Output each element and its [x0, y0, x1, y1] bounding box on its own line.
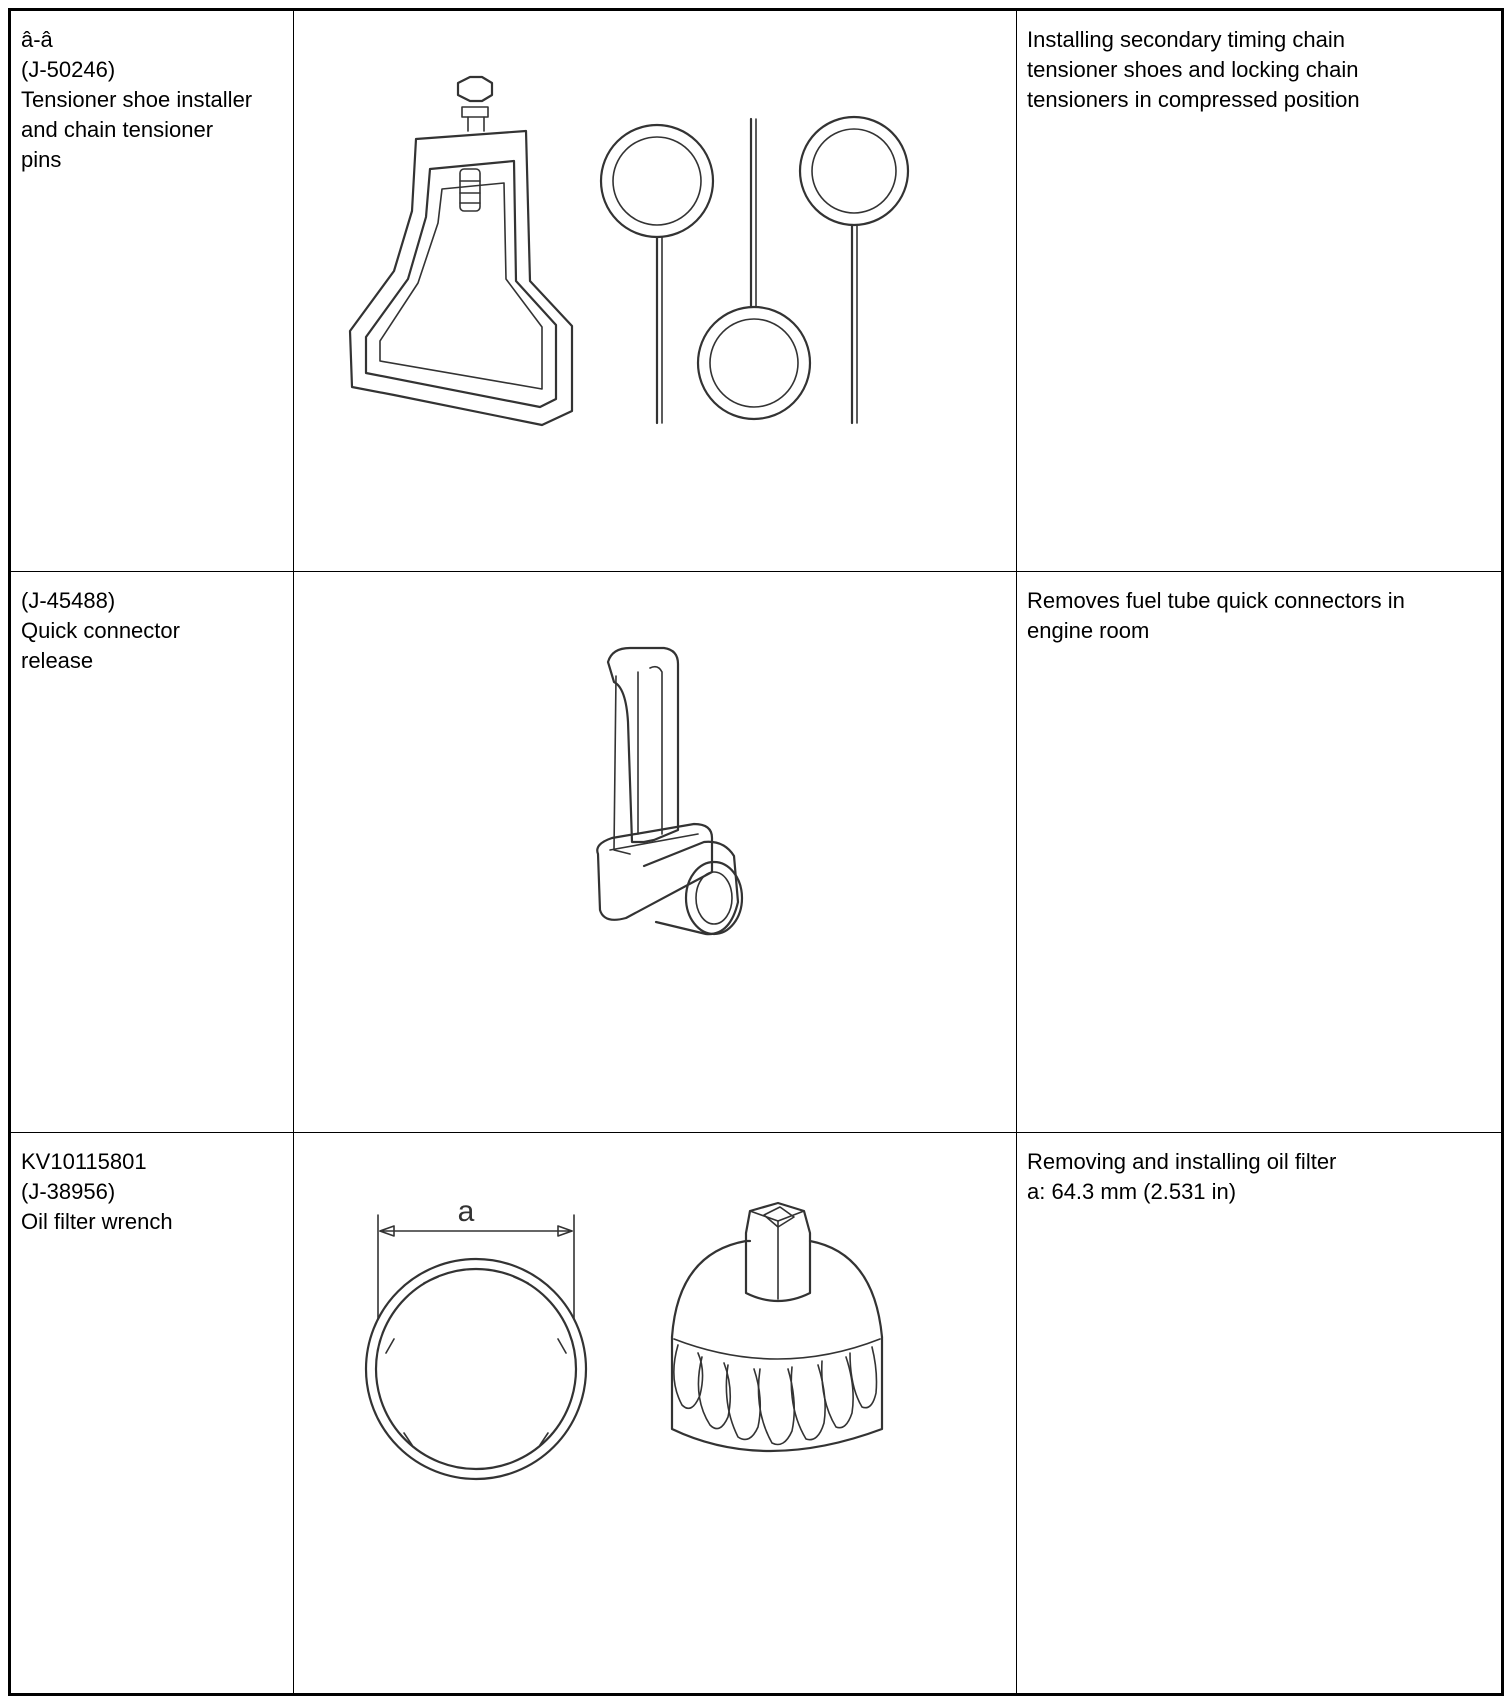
special-tools-table	[8, 8, 1504, 1696]
tool-number-cell	[10, 1133, 294, 1695]
table-row	[10, 1133, 1503, 1695]
tool-number-line: KV10115801	[21, 1149, 147, 1174]
chain-tensioner-pin-icon	[601, 125, 713, 423]
dimension-spec-line: a: 64.3 mm (2.531 in)	[1027, 1179, 1237, 1204]
oil-filter-wrench-front-icon	[366, 1259, 586, 1479]
special-tools-sheet	[8, 8, 1496, 1680]
tool-figure-cell	[294, 10, 1017, 572]
description-line: tensioner shoes and locking chain	[1027, 57, 1359, 82]
tool-name-line: Oil filter wrench	[21, 1209, 173, 1234]
tensioner-shoe-installer-icon	[350, 131, 572, 425]
description-line: Removes fuel tube quick connectors in	[1027, 588, 1405, 613]
tool-figure-cell	[294, 572, 1017, 1133]
tool-number-line: â-â	[21, 27, 53, 52]
tool-description-cell	[1017, 10, 1503, 572]
tool-description-cell	[1017, 1133, 1503, 1695]
oil-filter-wrench-figure	[294, 1133, 1016, 1693]
table-row	[10, 572, 1503, 1133]
tool-name-line: Quick connector	[21, 618, 180, 643]
tensioner-shoe-installer-and-pins-figure	[294, 11, 1016, 571]
tool-number-line: (J-45488)	[21, 588, 116, 613]
description-line: engine room	[1027, 618, 1150, 643]
quick-connector-release-figure	[294, 572, 1016, 1132]
tool-number-cell	[10, 10, 294, 572]
tool-figure-cell	[294, 1133, 1017, 1695]
tool-description-cell	[1017, 572, 1503, 1133]
table-row	[10, 10, 1503, 572]
tool-number-cell	[10, 572, 294, 1133]
tool-name-line: and chain tensioner	[21, 117, 214, 142]
description-line: Removing and installing oil filter	[1027, 1149, 1337, 1174]
tool-name-line: Tensioner shoe installer	[21, 87, 253, 112]
tool-name-line: pins	[21, 147, 62, 172]
tool-name-line: release	[21, 648, 94, 673]
tool-number-line: (J-38956)	[21, 1179, 116, 1204]
quick-connector-release-icon	[597, 648, 742, 934]
dimension-label-a: a	[457, 1195, 475, 1228]
bolt-head-icon	[458, 77, 492, 131]
dimension-indicator	[378, 1195, 574, 1319]
chain-tensioner-pin-icon	[800, 117, 908, 423]
description-line: tensioners in compressed position	[1027, 87, 1360, 112]
description-line: Installing secondary timing chain	[1027, 27, 1345, 52]
tool-number-line: (J-50246)	[21, 57, 116, 82]
oil-filter-wrench-perspective-icon	[672, 1203, 882, 1451]
chain-tensioner-pin-icon	[698, 119, 810, 419]
